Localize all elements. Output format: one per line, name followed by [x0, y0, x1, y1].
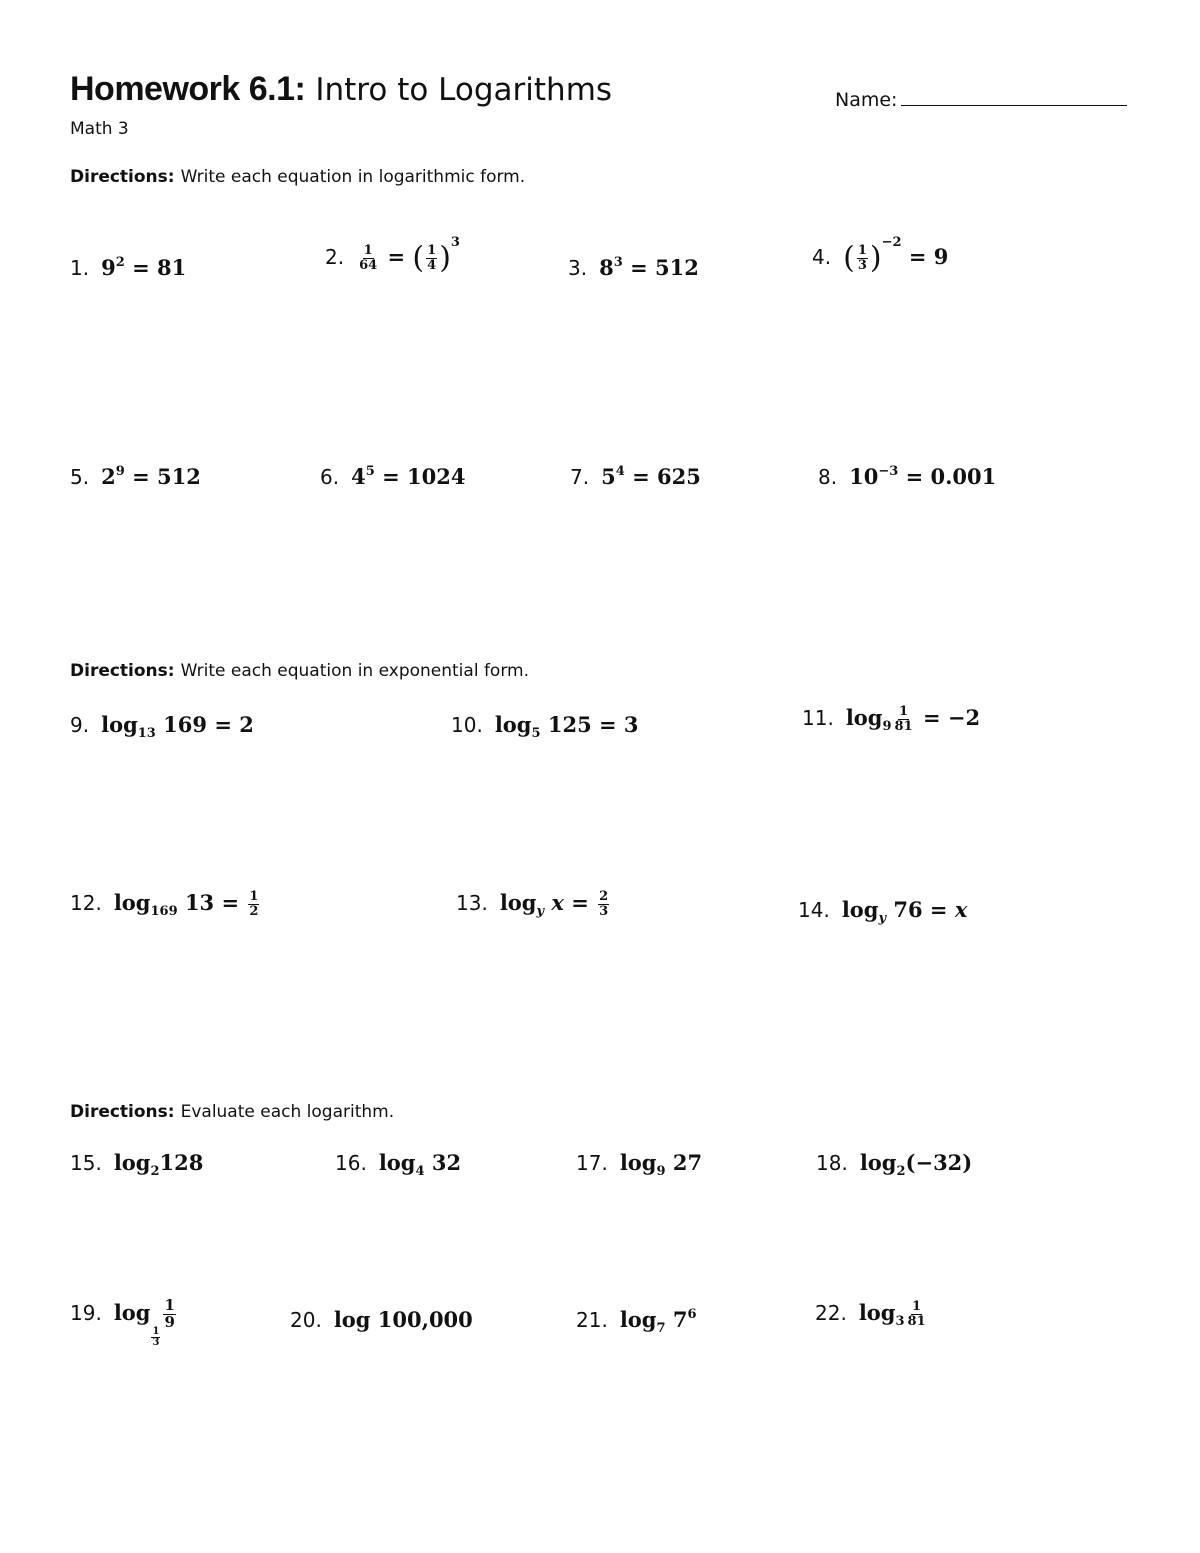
problem-1 — [70, 255, 186, 280]
problem-number: 14. — [798, 898, 830, 922]
name-field[interactable] — [835, 86, 1127, 111]
problem-number: 5. — [70, 465, 90, 489]
page-title — [70, 70, 612, 109]
problem-equation: $2^9 = 512$ — [101, 464, 201, 489]
problem-expression: log $\frac{1}{3}$ $\frac{1}{9}$ — [113, 1296, 175, 1349]
course-label: Math 3 — [70, 119, 129, 139]
problem-number: 19. — [70, 1300, 102, 1325]
problem-equation: $9^2 = 81$ — [101, 255, 187, 280]
directions-logarithmic — [70, 167, 525, 187]
problem-21 — [576, 1307, 697, 1336]
problem-14 — [798, 897, 968, 926]
problem-number: 13. — [456, 891, 488, 915]
problem-equation: $5^4 = 625$ — [601, 464, 701, 489]
directions-label: Directions: — [70, 661, 175, 681]
problem-equation: $\frac{1}{64}$ = ( $\frac{1}{4}$ )$^3$ — [359, 235, 460, 276]
directions-label: Directions: — [70, 167, 175, 187]
problem-number: 21. — [576, 1308, 608, 1332]
problem-equation: $\log_{13} 169 = 2$ — [101, 712, 254, 741]
problem-equation: $\log_y x$ = $\frac{2}{3}$ — [499, 889, 609, 919]
directions-exponential — [70, 661, 529, 681]
name-label: Name: — [835, 89, 898, 111]
problem-19 — [70, 1298, 178, 1349]
problem-6 — [320, 464, 465, 489]
title-subtitle: Intro to Logarithms — [315, 72, 613, 108]
title-bold: Homework 6.1: — [70, 70, 306, 108]
name-blank-line[interactable] — [901, 86, 1127, 106]
problem-number: 1. — [70, 256, 90, 280]
problem-15 — [70, 1150, 204, 1179]
problem-20 — [290, 1307, 473, 1332]
problem-number: 2. — [325, 245, 345, 269]
problem-number: 22. — [815, 1301, 847, 1325]
problem-number: 3. — [568, 256, 588, 280]
problem-17 — [576, 1150, 703, 1179]
problem-18 — [816, 1150, 973, 1179]
problem-expression: $\log_2128$ — [113, 1150, 204, 1179]
problem-equation: $10^{-3} = 0.001$ — [849, 464, 997, 489]
problem-7 — [570, 464, 701, 489]
problem-number: 18. — [816, 1151, 848, 1175]
problem-4 — [812, 235, 949, 276]
problem-number: 9. — [70, 713, 90, 737]
problem-number: 20. — [290, 1308, 322, 1332]
problem-number: 12. — [70, 891, 102, 915]
problem-number: 4. — [812, 245, 832, 269]
problem-equation: $\log_{169} 13$ = $\frac{1}{2}$ — [113, 889, 259, 919]
problem-5 — [70, 464, 201, 489]
directions-text: Write each equation in logarithmic form. — [180, 167, 526, 187]
problem-number: 7. — [570, 465, 590, 489]
problem-12 — [70, 890, 261, 919]
problem-equation: $\log_y 76 = x$ — [841, 897, 968, 926]
problem-13 — [456, 890, 611, 919]
problem-expression: $\log_4 32$ — [378, 1150, 462, 1179]
directions-text: Write each equation in exponential form. — [180, 661, 529, 681]
problem-11 — [802, 705, 980, 734]
problem-9 — [70, 712, 254, 741]
problem-expression: $\log_3$ $\frac{1}{81}$ — [858, 1299, 926, 1329]
problem-2 — [325, 235, 460, 276]
directions-text: Evaluate each logarithm. — [180, 1102, 395, 1122]
problem-expression: $\log_9 27$ — [619, 1150, 703, 1179]
problem-number: 6. — [320, 465, 340, 489]
problem-10 — [451, 712, 639, 741]
problem-3 — [568, 255, 699, 280]
problem-number: 16. — [335, 1151, 367, 1175]
problem-8 — [818, 464, 996, 489]
problem-number: 17. — [576, 1151, 608, 1175]
problem-number: 10. — [451, 713, 483, 737]
problem-expression: log 100,000 — [333, 1307, 473, 1332]
problem-number: 11. — [802, 706, 834, 730]
problem-equation: $\log_9$ $\frac{1}{81}$ = −2 — [845, 704, 981, 734]
problem-equation: $\log_5 125 = 3$ — [494, 712, 639, 741]
problem-expression: $\log_2(-32)$ — [859, 1150, 973, 1179]
problem-equation: ( $\frac{1}{3}$ )$^{-2}$ = 9 — [843, 235, 949, 276]
problem-number: 8. — [818, 465, 838, 489]
problem-number: 15. — [70, 1151, 102, 1175]
problem-equation: $8^3 = 512$ — [599, 255, 699, 280]
problem-16 — [335, 1150, 462, 1179]
directions-label: Directions: — [70, 1102, 175, 1122]
problem-equation: $4^5 = 1024$ — [351, 464, 466, 489]
problem-22 — [815, 1300, 929, 1329]
directions-evaluate — [70, 1102, 394, 1122]
problem-expression: $\log_7 7^6$ — [619, 1307, 697, 1336]
